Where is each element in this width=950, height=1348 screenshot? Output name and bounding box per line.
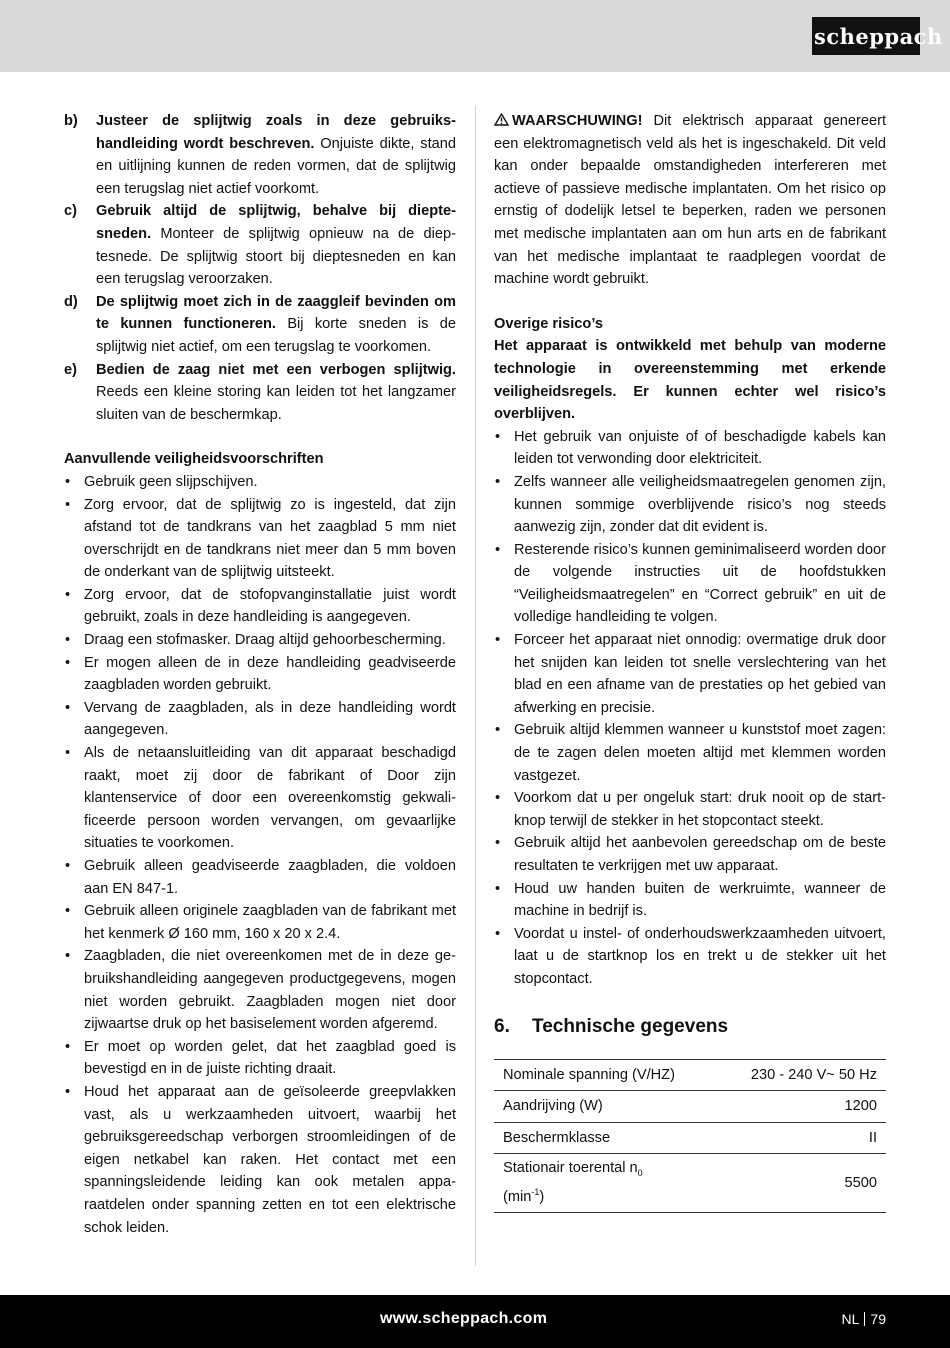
section-title [494, 1013, 886, 1041]
spec-unit-close: ) [539, 1189, 545, 1206]
list-item: • Resterende risico’s kunnen geminimaliseerd worden door de volgende instructies uit de hoofdstukken “Veiligheidsmaatregelen” en “Correct gebruik” en uit de volledige handleiding te volgen. [494, 539, 886, 629]
language-code: NL [841, 1311, 860, 1327]
warning-triangle-icon [494, 110, 509, 133]
scheppach-logo: scheppach [812, 17, 920, 55]
spec-label-text: Stationair toerental n [503, 1160, 638, 1177]
item-letter: b) [64, 113, 78, 129]
left-column [64, 110, 456, 1239]
spec-row [494, 1091, 886, 1123]
list-item: • Het gebruik van onjuiste of of beschadigde kabels kan leiden tot verwonding door elektriciteit. [494, 426, 886, 471]
list-item: • Zorg ervoor, dat de stofopvanginstallatie juist wordt gebruikt, zoals in deze handleiding is aangegeven. [64, 584, 456, 629]
warning-label: WAARSCHUWING! [512, 113, 643, 129]
section-number: 6. [494, 1015, 510, 1037]
lettered-list [64, 110, 456, 426]
lettered-item [64, 291, 456, 359]
spec-table [494, 1059, 886, 1214]
lettered-item [64, 110, 456, 200]
section-title-text: Technische gegevens [532, 1015, 729, 1037]
spec-label: Beschermklasse [494, 1122, 717, 1154]
warning-paragraph [494, 110, 886, 291]
list-item: • Gebruik altijd het aanbevolen gereedschap om de beste resultaten te verkrijgen met uw apparaat. [494, 832, 886, 877]
list-item: • Houd uw handen buiten de werkruimte, wanneer de machine in bedrijf is. [494, 878, 886, 923]
item-text: Monteer de splijtwig opnieuw na de dieptesnede. De splijtwig stoort bij dieptesneden en kan een terugslag veroorzaken. [96, 225, 456, 288]
page-number [842, 1311, 886, 1327]
list-item: • Gebruik geen slijpschijven. [64, 471, 456, 494]
website-link[interactable]: www.scheppach.com [380, 1310, 548, 1327]
list-item: • Draag een stofmasker. Draag altijd gehoorbescherming. [64, 629, 456, 652]
right-column [494, 110, 886, 1213]
spec-value: 5500 [717, 1154, 886, 1213]
list-item: • Vervang de zaagbladen, als in deze handleiding wordt aangegeven. [64, 697, 456, 742]
list-item: • Voordat u instel- of onderhoudswerkzaamheden uitvoert, laat u de startknop los en trekt u de stekker uit het stopcontact. [494, 923, 886, 991]
list-item: • Houd het apparaat aan de geïsoleerde greepvlakken vast, als u werkzaamheden uitvoert, waarbij het gebruiksgereedschap verborgen stroomleidingen of de eigen netkabel kan raken. Het contact met een spanningsleidende leiding kan ook metalen apparaatdelen onder spanning zetten en tot een elektrische schok leiden. [64, 1081, 456, 1239]
risks-bullet-list [494, 426, 886, 991]
page-header [0, 0, 950, 72]
spec-value: II [717, 1122, 886, 1154]
bullet-list [64, 471, 456, 1239]
spec-value: 1200 [717, 1091, 886, 1123]
lettered-item [64, 200, 456, 290]
spec-unit-superscript: -1 [531, 1187, 540, 1198]
list-item: • Gebruik alleen originele zaagbladen van de fabrikant met het kenmerk Ø 160 mm, 160 x 20 x 2.4. [64, 900, 456, 945]
spec-label: Nominale spanning (V/HZ) [494, 1059, 717, 1091]
list-item: • Forceer het apparaat niet onnodig: overmatige druk door het snijden kan leiden tot snelle verslechtering van het blad en een afname van de prestaties op het gebied van afwerking en precisie. [494, 629, 886, 719]
spec-label [494, 1154, 717, 1213]
spec-row [494, 1154, 886, 1213]
item-bold-text: Justeer de splijtwig zoals in deze gebruikshandleiding wordt beschreven. [96, 113, 456, 152]
list-item: • Zaagbladen, die niet overeenkomen met de in deze gebruikshandleiding aangegeven productgegevens, mogen niet worden gebruikt. Zaagbladen mogen niet door zijwaartse druk op het basiselement worden afgeremd. [64, 945, 456, 1035]
item-bold-text: Bedien de zaag niet met een verbogen splijtwig. [96, 361, 456, 378]
item-letter: d) [64, 293, 78, 310]
spec-row [494, 1059, 886, 1091]
spec-row [494, 1122, 886, 1154]
item-letter: e) [64, 361, 77, 378]
page-number-value: 79 [870, 1311, 886, 1327]
column-divider [475, 106, 476, 1266]
risks-heading: Overige risico’s [494, 315, 603, 332]
warning-text: Dit elektrisch apparaat genereert een elektromagnetisch veld als het is ingeschakeld. Dit veld kan onder bepaalde omstandigheden interfereren met actieve of passieve medische implantaten. Om het risico op ernstig of dodelijk letsel te beperken, raden we personen met medische implantaten aan om hun arts en de fabrikant van het medische implantaat te raadplegen voordat de machine wordt gebruikt. [494, 113, 886, 288]
list-item: • Gebruik altijd klemmen wanneer u kunststof moet zagen: de te zagen delen moeten altijd met klemmen worden vastgezet. [494, 719, 886, 787]
spec-label-subscript: 0 [637, 1168, 643, 1179]
risks-intro: Het apparaat is ontwikkeld met behulp van moderne technologie in overeenstemming met erkende veiligheidsregels. Er kunnen echter wel risico’s overblijven. [494, 338, 886, 423]
list-item: • Zorg ervoor, dat de splijtwig zo is ingesteld, dat zijn afstand tot de tandkrans van het zaagblad 5 mm niet overschrijdt en de tandkrans niet meer dan 5 mm boven de onderkant van de splijtwig uitsteekt. [64, 494, 456, 584]
spec-unit-open: (min [503, 1189, 532, 1206]
item-text: Reeds een kleine storing kan leiden tot het langzamer sluiten van de beschermkap. [96, 384, 456, 423]
page-footer [0, 1295, 950, 1348]
item-bold-text: De splijtwig moet zich in de zaaggleif bevinden om te kunnen functioneren. [96, 293, 456, 333]
item-letter: c) [64, 203, 77, 220]
list-item: • Er mogen alleen de in deze handleiding geadviseerde zaagbladen worden gebruikt. [64, 652, 456, 697]
item-bold-text: Gebruik altijd de splijtwig, behalve bij dieptesneden. [96, 203, 456, 242]
list-item: • Gebruik alleen geadviseerde zaagbladen, die voldoen aan EN 847-1. [64, 855, 456, 900]
list-item: • Zelfs wanneer alle veiligheidsmaatregelen genomen zijn, kunnen sommige overblijvende risico’s nog steeds aanwezig zijn, zonder dat dit evident is. [494, 471, 886, 539]
list-item: • Voorkom dat u per ongeluk start: druk nooit op de start-knop terwijl de stekker in het stopcontact steekt. [494, 787, 886, 832]
spec-label: Aandrijving (W) [494, 1091, 717, 1123]
section-heading: Aanvullende veiligheidsvoorschriften [64, 451, 324, 468]
item-text: Bij korte sneden is de splijtwig niet actief, om een terugslag te voorkomen. [96, 316, 456, 355]
separator [864, 1312, 865, 1326]
list-item: • Als de netaansluitleiding van dit apparaat beschadigd raakt, moet zij door de fabrikant of Door zijn klantenservice of door een overeenkomstig gekwalificeerde persoon worden vervangen, om gevaarlijke situaties te voorkomen. [64, 742, 456, 855]
list-item: • Er moet op worden gelet, dat het zaagblad goed is bevestigd en in de juiste richting draait. [64, 1036, 456, 1081]
lettered-item [64, 359, 456, 427]
spec-value: 230 - 240 V~ 50 Hz [717, 1059, 886, 1091]
item-text: Onjuiste dikte, stand en uitlijning kunnen de reden vormen, dat de splijtwig een terugslag niet actief voorkomt. [96, 135, 456, 197]
